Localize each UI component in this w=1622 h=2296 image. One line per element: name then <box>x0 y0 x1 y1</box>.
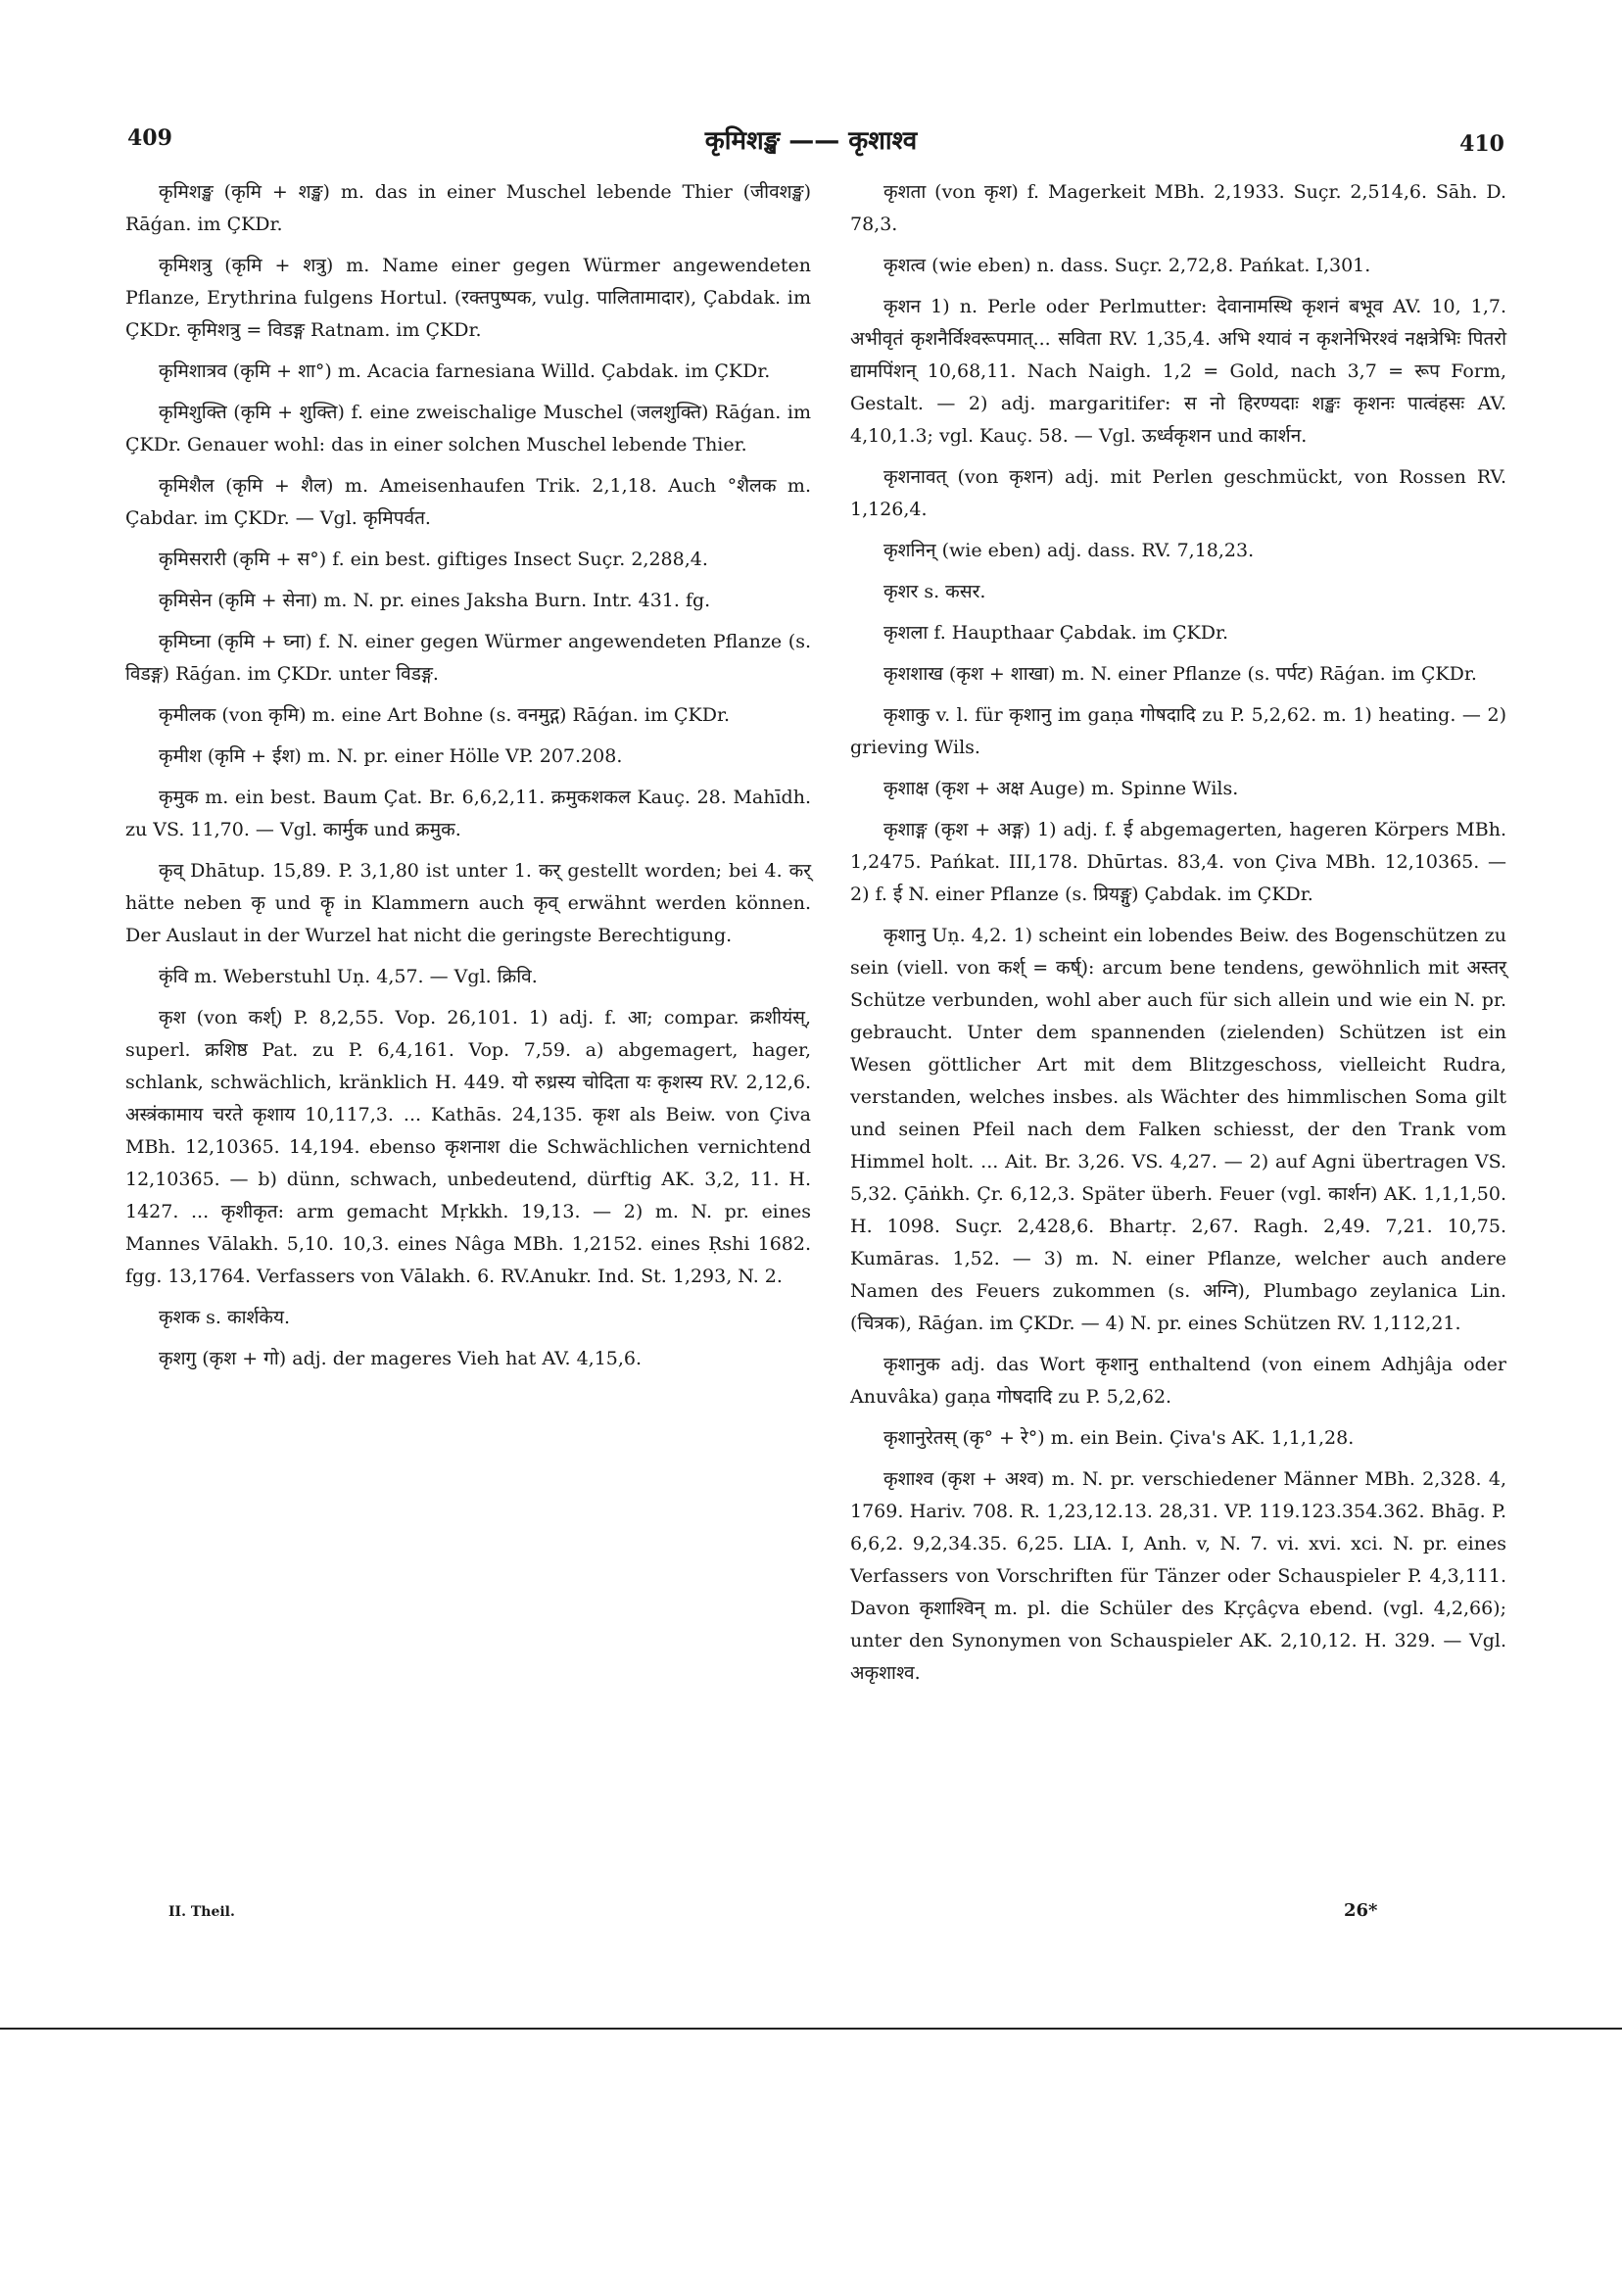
dictionary-entry: कृशशाख (कृश + शाखा) m. N. einer Pflanze (s. पर्पट) Rāǵan. im ÇKDr. <box>883 663 1477 685</box>
volume-signature: II. Theil. <box>168 1904 235 1920</box>
dictionary-entry: कृंवि m. Weberstuhl Uṇ. 4,57. — Vgl. क्रिवि. <box>159 966 538 987</box>
dictionary-entry: कृमिसरारी (कृमि + स°) f. ein best. giftiges Insect Suçr. 2,288,4. <box>159 549 708 570</box>
dictionary-entry: कृमिघ्ना (कृमि + घ्ना) f. N. einer gegen Würmer angewendeten Pflanze (s. विडङ्ग) Rāǵan. im ÇKDr. unter विडङ्ग. <box>125 631 811 685</box>
dictionary-entry: कृशन 1) n. Perle oder Perlmutter: देवानामस्थि कृशनं बभूव AV. 10, 1,7. अभीवृतं कृशनैर्विश्वरूपमात्... सविता RV. 1,35,4. अभि श्यावं न कृशनेभिरश्वं नक्षत्रेभिः पितरो द्यामपिंशन् 10,68,11. Nach Naigh. 1,2 = Gold, nach 3,7 = रूप Form, Gestalt. — 2) adj. margaritifer: स नो हिरण्यदाः शङ्खः कृशनः पात्वंहसः AV. 4,10,1.3; vgl. Kauç. 58. — Vgl. ऊर्ध्वकृशन und कार्शन. <box>850 296 1506 447</box>
dictionary-entry: कृशानु Uṇ. 4,2. 1) scheint ein lobendes Beiw. des Bogenschützen zu sein (viell. von कर्श् = कर्ष्): arcum bene tendens, gewöhnlich mit अस्तर् Schütze verbunden, wohl aber auch für sich allein und wie ein N. pr. gebraucht. Unter dem spannenden (zielenden) Schützen ist ein Wesen göttlicher Art mit dem Blitzgeschoss, vielleicht Rudra, verstanden, welches insbes. als Wächter des himmlischen Soma gilt und seinen Pfeil nach dem Falken schiesst, der den Trank vom Himmel holt. ... Ait. Br. 3,26. VS. 4,27. — 2) auf Agni übertragen VS. 5,32. Çāṅkh. Çr. 6,12,3. Später überh. Feuer (vgl. कार्शन) AK. 1,1,1,50. H. 1098. Suçr. 2,428,6. Bhartṛ. 2,67. Ragh. 2,49. 7,21. 10,75. Kumāras. 1,52. — 3) m. N. einer Pflanze, welcher auch andere Namen des Feuers zukommen (s. अग्नि), Plumbago zeylanica Lin. (चित्रक), Rāǵan. im ÇKDr. — 4) N. pr. eines Schützen RV. 1,112,21. <box>850 925 1506 1334</box>
dictionary-entry: कृशनावत् (von कृशन) adj. mit Perlen geschmückt, von Rossen RV. 1,126,4. <box>850 466 1506 520</box>
page-number-right: 410 <box>1459 131 1504 157</box>
dictionary-entry: कृशाश्व (कृश + अश्व) m. N. pr. verschiedener Männer MBh. 2,328. 4, 1769. Hariv. 708. R. 1,23,12.13. 28,31. VP. 119.123.354.362. Bhāg. P. 6,6,2. 9,2,34.35. 6,25. LIA. I, Anh. v, N. 7. vi. xvi. xci. N. pr. eines Verfassers von Vorschriften für Tänzer oder Schauspieler P. 4,3,111. Davon कृशाश्विन् m. pl. die Schüler des Kṛçâçva ebend. (vgl. 4,2,66); unter den Synonymen von Schauspieler AK. 2,10,12. H. 329. — Vgl. अकृशाश्व. <box>850 1468 1506 1684</box>
dictionary-entry: कृशत्व (wie eben) n. dass. Suçr. 2,72,8. Pańkat. I,301. <box>883 255 1371 276</box>
dictionary-entry: कृमिसेन (कृमि + सेना) m. N. pr. eines Jaksha Burn. Intr. 431. fg. <box>159 590 711 611</box>
running-head: कृमिशङ्ख —— कृशाश्व <box>704 126 918 156</box>
page-number-left: 409 <box>127 125 172 151</box>
dictionary-entry: कृमिशुक्ति (कृमि + शुक्ति) f. eine zweischalige Muschel (जलशुक्ति) Rāǵan. im ÇKDr. Genauer wohl: das in einer solchen Muschel lebende Thier. <box>125 402 811 455</box>
dictionary-entry: कृशला f. Haupthaar Çabdak. im ÇKDr. <box>883 622 1228 644</box>
bottom-rule <box>0 2028 1622 2030</box>
right-column <box>850 176 1506 1698</box>
dictionary-entry: कृमिशङ्ख (कृमि + शङ्ख) m. das in einer Muschel lebende Thier (जीवशङ्ख) Rāǵan. im ÇKDr. <box>125 181 811 235</box>
sheet-signature: 26* <box>1344 1900 1378 1921</box>
dictionary-entry: कृश (von कर्श्) P. 8,2,55. Vop. 26,101. 1) adj. f. आ; compar. क्रशीयंस्, superl. क्रशिष्ठ Pat. zu P. 6,4,161. Vop. 7,59. a) abgemagert, hager, schlank, schwächlich, kränklich H. 449. यो रुध्रस्य चोदिता यः कृशस्य RV. 2,12,6. अस्त्रंकामाय चरते कृशाय 10,117,3. ... Kathās. 24,135. कृश als Beiw. von Çiva MBh. 12,10365. 14,194. ebenso कृशनाश die Schwächlichen vernichtend 12,10365. — b) dünn, schwach, unbedeutend, dürftig AK. 3,2, 11. H. 1427. ... कृशीकृत: arm gemacht Mṛkkh. 19,13. — 2) m. N. pr. eines Mannes Vālakh. 5,10. 10,3. eines Nâga MBh. 1,2152. eines Ṛshi 1682. fgg. 13,1764. Verfassers von Vālakh. 6. RV.Anukr. Ind. St. 1,293, N. 2. <box>125 1007 811 1287</box>
dictionary-entry: कृमिशात्रव (कृमि + शा°) m. Acacia farnesiana Willd. Çabdak. im ÇKDr. <box>159 360 771 382</box>
dictionary-entry: कृमिशैल (कृमि + शैल) m. Ameisenhaufen Trik. 2,1,18. Auch °शैलक m. Çabdar. im ÇKDr. — Vgl. कृमिपर्वत. <box>125 475 811 529</box>
dictionary-entry: कृमुक m. ein best. Baum Çat. Br. 6,6,2,11. क्रमुकशकल Kauç. 28. Mahīdh. zu VS. 11,70. — Vgl. कार्मुक und क्रमुक. <box>125 787 811 840</box>
dictionary-entry: कृमीश (कृमि + ईश) m. N. pr. einer Hölle VP. 207.208. <box>159 745 623 767</box>
dictionary-entry: कृशानुरेतस् (कृ° + रे°) m. ein Bein. Çiva's AK. 1,1,1,28. <box>883 1427 1355 1449</box>
dictionary-entry: कृशानुक adj. das Wort कृशानु enthaltend (von einem Adhjâja oder Anuvâka) gaṇa गोषदादि zu P. 5,2,62. <box>850 1354 1506 1408</box>
dictionary-entry: कृशगु (कृश + गो) adj. der mageres Vieh hat AV. 4,15,6. <box>159 1348 643 1369</box>
dictionary-entry: कृशाकु v. l. für कृशानु im gaṇa गोषदादि zu P. 5,2,62. m. 1) heating. — 2) grieving Wils. <box>850 704 1506 758</box>
dictionary-entry: कृशक s. कार्शकेय. <box>159 1307 291 1328</box>
dictionary-entry: कृशनिन् (wie eben) adj. dass. RV. 7,18,23. <box>883 540 1255 561</box>
dictionary-entry: कृशता (von कृश) f. Magerkeit MBh. 2,1933. Suçr. 2,514,6. Sāh. D. 78,3. <box>850 181 1506 235</box>
dictionary-entry: कृशर s. कसर. <box>883 581 986 602</box>
dictionary-entry: कृमीलक (von कृमि) m. eine Art Bohne (s. वनमुद्ग) Rāǵan. im ÇKDr. <box>159 704 731 726</box>
dictionary-entry: कृव् Dhātup. 15,89. P. 3,1,80 ist unter 1. कर् gestellt worden; bei 4. कर् hätte neben कृ und कॄ in Klammern auch कृव् erwähnt werden können. Der Auslaut in der Wurzel hat nicht die geringste Berechtigung. <box>125 860 811 946</box>
dictionary-entry: कृमिशत्रु (कृमि + शत्रु) m. Name einer gegen Würmer angewendeten Pflanze, Erythrina fulgens Hortul. (रक्तपुष्पक, vulg. पालितामादार), Çabdak. im ÇKDr. कृमिशत्रु = विडङ्ग Ratnam. im ÇKDr. <box>125 255 811 341</box>
dictionary-entry: कृशाक्ष (कृश + अक्ष Auge) m. Spinne Wils. <box>883 778 1239 799</box>
dictionary-entry: कृशाङ्ग (कृश + अङ्ग) 1) adj. f. ई abgemagerten, hageren Körpers MBh. 1,2475. Pańkat. III,178. Dhūrtas. 83,4. von Çiva MBh. 12,10365. — 2) f. ई N. einer Pflanze (s. प्रियङ्गु) Çabdak. im ÇKDr. <box>850 819 1506 905</box>
left-column <box>125 176 811 1384</box>
